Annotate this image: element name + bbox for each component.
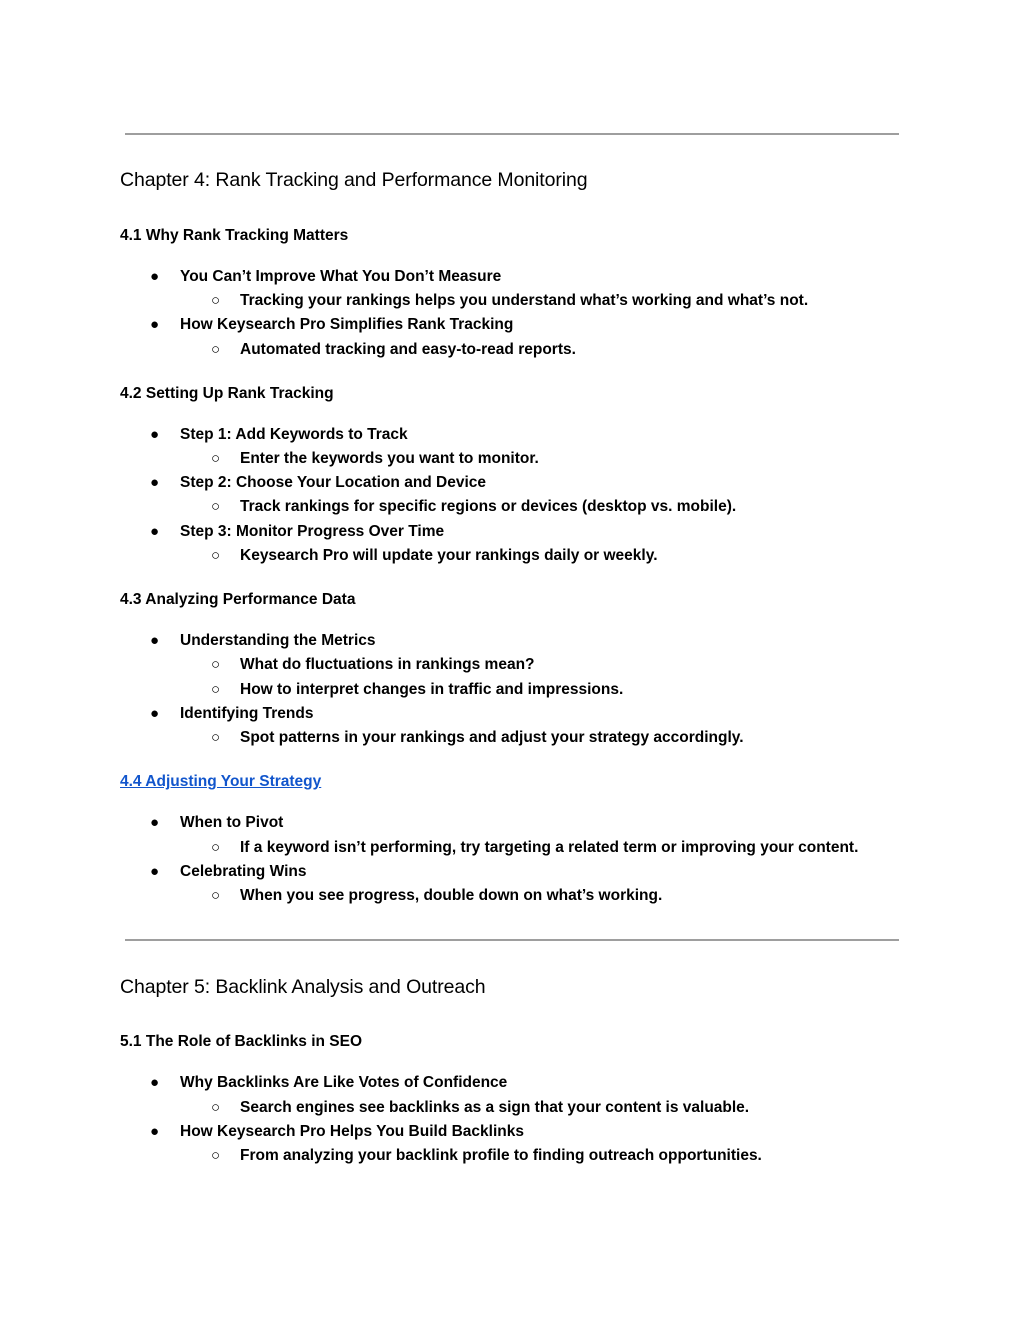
chapter-5-title: Chapter 5: Backlink Analysis and Outreach [120, 976, 486, 998]
sub-bullet-icon: ○ [211, 292, 221, 309]
bullet-icon: ● [150, 632, 160, 649]
sub-list-item: When you see progress, double down on what’s working. [240, 887, 663, 904]
list-item: Understanding the Metrics [180, 632, 376, 649]
sub-bullet-icon: ○ [211, 839, 221, 856]
bullet-icon: ● [150, 523, 160, 540]
sub-list-item: Search engines see backlinks as a sign that your content is valuable. [240, 1099, 750, 1116]
sub-list-item: From analyzing your backlink profile to finding outreach opportunities. [240, 1147, 762, 1164]
sub-list-item: What do fluctuations in rankings mean? [240, 656, 535, 673]
list-item: Why Backlinks Are Like Votes of Confidence [180, 1074, 508, 1091]
sub-list-item: Spot patterns in your rankings and adjust your strategy accordingly. [240, 729, 744, 746]
sub-list-item: Automated tracking and easy-to-read reports. [240, 341, 576, 358]
bullet-icon: ● [150, 316, 160, 333]
sub-bullet-icon: ○ [211, 547, 221, 564]
sub-list-item: Enter the keywords you want to monitor. [240, 450, 539, 467]
sub-bullet-icon: ○ [211, 887, 221, 904]
chapter-4-title: Chapter 4: Rank Tracking and Performance Monitoring [120, 169, 588, 191]
sub-bullet-icon: ○ [211, 1099, 221, 1116]
list-item: How Keysearch Pro Helps You Build Backlinks [180, 1123, 524, 1140]
section-heading-4-2: 4.2 Setting Up Rank Tracking [120, 385, 334, 402]
sub-list-item: Tracking your rankings helps you understand what’s working and what’s not. [240, 292, 809, 309]
sub-list-item: Track rankings for specific regions or devices (desktop vs. mobile). [240, 498, 737, 515]
horizontal-rule [125, 133, 899, 135]
sub-bullet-icon: ○ [211, 656, 221, 673]
sub-bullet-icon: ○ [211, 729, 221, 746]
bullet-icon: ● [150, 1074, 160, 1091]
sub-list-item: If a keyword isn’t performing, try targeting a related term or improving your content. [240, 839, 859, 856]
bullet-icon: ● [150, 705, 160, 722]
list-item: Identifying Trends [180, 705, 314, 722]
bullet-icon: ● [150, 426, 160, 443]
sub-bullet-icon: ○ [211, 341, 221, 358]
bullet-icon: ● [150, 814, 160, 831]
sub-bullet-icon: ○ [211, 498, 221, 515]
list-item: Step 3: Monitor Progress Over Time [180, 523, 445, 540]
horizontal-rule [125, 939, 899, 941]
list-item: You Can’t Improve What You Don’t Measure [180, 268, 502, 285]
list-item: Celebrating Wins [180, 863, 307, 880]
bullet-icon: ● [150, 863, 160, 880]
bullet-icon: ● [150, 474, 160, 491]
sub-bullet-icon: ○ [211, 681, 221, 698]
section-heading-4-1: 4.1 Why Rank Tracking Matters [120, 227, 349, 244]
list-item: When to Pivot [180, 814, 284, 831]
sub-bullet-icon: ○ [211, 1147, 221, 1164]
section-heading-4-3: 4.3 Analyzing Performance Data [120, 591, 356, 608]
list-item: How Keysearch Pro Simplifies Rank Tracking [180, 316, 514, 333]
sub-list-item: Keysearch Pro will update your rankings daily or weekly. [240, 547, 658, 564]
section-heading-4-4-link[interactable]: 4.4 Adjusting Your Strategy [120, 773, 322, 790]
list-item: Step 2: Choose Your Location and Device [180, 474, 487, 491]
section-heading-5-1: 5.1 The Role of Backlinks in SEO [120, 1033, 363, 1050]
sub-bullet-icon: ○ [211, 450, 221, 467]
bullet-icon: ● [150, 268, 160, 285]
list-item: Step 1: Add Keywords to Track [180, 426, 408, 443]
sub-list-item: How to interpret changes in traffic and impressions. [240, 681, 624, 698]
bullet-icon: ● [150, 1123, 160, 1140]
